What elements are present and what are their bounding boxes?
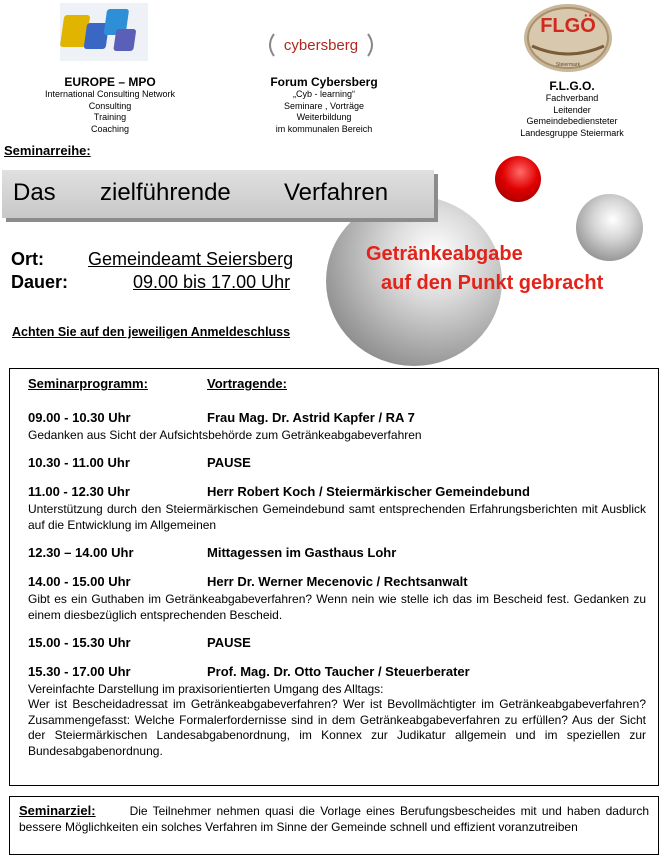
program-speaker: Prof. Mag. Dr. Otto Taucher / Steuerberater	[207, 664, 470, 679]
program-speaker: Frau Mag. Dr. Astrid Kapfer / RA 7	[207, 410, 415, 425]
europe-mpo-block	[20, 75, 200, 135]
forum-cybersberg-line: im kommunalen Bereich	[275, 123, 373, 134]
flgo-logo-subtext: Steiermark	[555, 62, 581, 68]
europe-mpo-name: EUROPE – MPO	[64, 75, 156, 89]
flgo-logo-text: FLGÖ	[540, 15, 596, 37]
program-speaker: Herr Dr. Werner Mecenovic / Rechtsanwalt	[207, 574, 468, 589]
program-heading: Seminarprogramm:	[28, 376, 148, 391]
banner-word: Das	[13, 179, 56, 206]
banner-word: Verfahren	[284, 179, 389, 206]
forum-cybersberg-line: Seminare , Vorträge	[283, 100, 365, 111]
program-speaker: Herr Robert Koch / Steiermärkischer Gemeindebund	[207, 484, 530, 499]
speakers-heading: Vortragende:	[207, 376, 287, 391]
headline-line1: Getränkeabgabe	[366, 243, 523, 265]
program-time: 09.00 - 10.30 Uhr	[28, 410, 131, 425]
headline-line2: auf den Punkt gebracht	[381, 272, 604, 294]
flgo-logo	[522, 2, 614, 74]
goal-text: Die Teilnehmer nehmen quasi die Vorlage eines Berufungsbescheides mit und haben dadurch bessere Möglichkeiten ein solches Verfahren im Sinne der Gemeinde schnell und effizient voranzutreiben	[19, 804, 649, 834]
europe-mpo-line: Consulting	[88, 100, 132, 111]
forum-cybersberg-name: Forum Cybersberg	[270, 75, 378, 89]
flgo-line: Gemeindebediensteter	[526, 116, 618, 126]
series-label: Seminarreihe:	[4, 143, 91, 158]
flgo-line: Fachverband	[545, 93, 599, 103]
title-banner	[2, 170, 434, 218]
flgo-line: Landesgruppe Steiermark	[520, 127, 624, 138]
dauer-label: Dauer:	[11, 272, 69, 292]
small-gray-sphere	[576, 194, 643, 261]
program-time: 12.30 – 14.00 Uhr	[28, 545, 134, 560]
flgo-line: Leitender	[553, 104, 591, 115]
ort-value: Gemeindeamt Seiersberg	[88, 249, 294, 269]
program-time: 15.00 - 15.30 Uhr	[28, 635, 131, 650]
program-description: Wer ist Bescheidadressat im Getränkeabgabeverfahren? Wer ist Bevollmächtigter im Getränkeabgabeverfahren? Zusammengefasst: Welche Formalerfordernisse sind in dem Getränkeabgabeverfahren zu erfüllen? Aus der Sicht der Steiermärkischen Landesabgabenordnung, im Konnex zur Judikatur allgemein und im speziellen zur Bundesabgabenordnung.	[28, 697, 646, 758]
forum-cybersberg-line: „Cyb - learning“	[292, 89, 356, 99]
europe-mpo-line: Training	[93, 112, 127, 122]
europe-mpo-line: Coaching	[90, 123, 130, 134]
red-sphere	[495, 156, 541, 202]
program-time: 10.30 - 11.00 Uhr	[28, 455, 130, 470]
deadline-note: Achten Sie auf den jeweiligen Anmeldeschluss	[12, 325, 291, 339]
goal-text-block	[19, 803, 649, 835]
forum-cybersberg-line: Weiterbildung	[296, 112, 352, 122]
forum-cybersberg-block	[236, 75, 412, 135]
program-description: Gedanken aus Sicht der Aufsichtsbehörde zum Getränkeabgabeverfahren	[28, 428, 422, 442]
program-description: Gibt es ein Guthaben im Getränkeabgabeverfahren? Wenn nein wie stelle ich das im Bescheid fest. Gedanken zu einem diesbezüglich entsprechenden Bescheid.	[28, 592, 646, 622]
program-description: Unterstützung durch den Steiermärkischen Gemeindebund samt entsprechenden Erfahrungsberichten mit Ausblick auf die Entwicklung im Allgemeinen	[28, 502, 646, 532]
cybersberg-logo-text: cybersberg	[283, 37, 359, 54]
goal-box	[9, 796, 659, 855]
program-time: 15.30 - 17.00 Uhr	[28, 664, 131, 679]
program-speaker: Mittagessen im Gasthaus Lohr	[207, 545, 397, 560]
goal-label: Seminarziel:	[19, 803, 96, 818]
flgo-block	[496, 79, 648, 139]
program-time: 14.00 - 15.00 Uhr	[28, 574, 131, 589]
program-time: 11.00 - 12.30 Uhr	[28, 484, 130, 499]
banner-word: zielführende	[100, 179, 231, 206]
flgo-name: F.L.G.O.	[549, 79, 595, 93]
dauer-value: 09.00 bis 17.00 Uhr	[133, 272, 291, 292]
europe-mpo-logo	[60, 3, 148, 61]
program-speaker: PAUSE	[207, 635, 251, 650]
program-box	[9, 368, 659, 786]
program-description: Vereinfachte Darstellung im praxisorientierten Umgang des Alltags:	[28, 682, 384, 696]
cybersberg-logo	[262, 28, 380, 62]
europe-mpo-line: International Consulting Network	[44, 89, 176, 99]
program-speaker: PAUSE	[207, 455, 251, 470]
ort-label: Ort:	[11, 249, 44, 269]
